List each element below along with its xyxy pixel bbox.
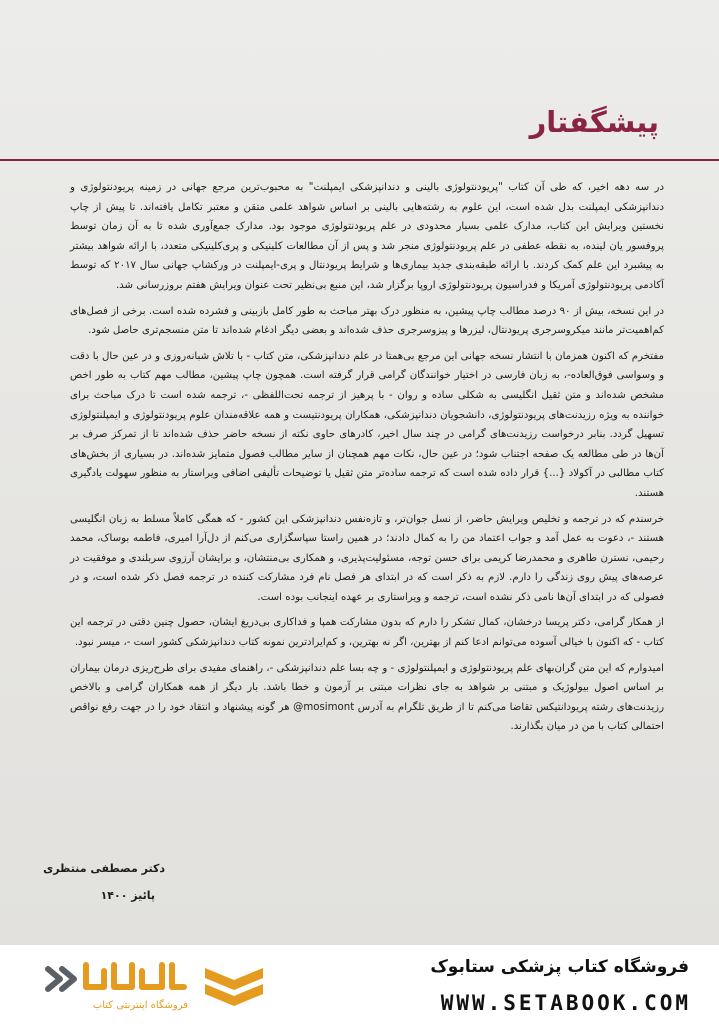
- author-signature: دکتر مصطفی منتظری: [43, 862, 165, 875]
- paragraph-5: از همکار گرامی، دکتر پریسا درخشان، کمال تشکر را دارم که بدون مشارکت همپا و فداکاری بی‌دریغ ایشان، حصول چنین دقتی در ترجمه این کتاب - که اکنون با خیالی آسوده می‌توانم ادعا کنم از بهترین، اگر نه بهترین، و کم‌ایرادترین نمونه کتاب دندانپزشکی کشور است -، میسر نبود.: [70, 617, 664, 649]
- preface-body: [70, 178, 664, 743]
- paragraph-1: در سه دهه اخیر، که طی آن کتاب "پریودنتولوژی بالینی و دندانپزشکی ایمپلنت" به محبوب‌ترین مرجع جهانی در زمینه پریودنتولوژی و دندانپزشکی ایمپلنت بدل شده است، این علوم به رشته‌هایی بالینی بر اساس شواهد علمی متقن و معتبر تکامل یافته‌اند. تا پیش از چاپ نخستین ویرایش این کتاب، مدارک علمی بسیار محدودی در علم پریودنتولوژی موجود بود. مدارک جمع‌آوری شده تا به آن زمان توسط پروفسور یان لینده، به نقطه عطفی در علم پریودنتولوژی منجر شد و پس از آن مطالعات کلینیکی و پری‌کلینیکی متعدد، با ارائه شواهد بیشتر به پیشبرد این علم کمک کردند. با ارائه طبقه‌بندی جدید بیماری‌ها و شرایط پریودنتال و پری-ایمپلنت در ورکشاپ جهانی سال ۲۰۱۷ که توسط آکادمی پریودنتولوژی آمریکا و فدراسیون پریودنتولوژی اروپا برگزار شد، این منبع بی‌نظیر تحت عنوان ویرایش هفتم بروزرسانی شد.: [70, 182, 664, 291]
- paragraph-3: مفتخرم که اکنون همزمان با انتشار نسخه جهانی این مرجع بی‌همتا در علم دندانپزشکی، متن کتاب - با تلاش شبانه‌روزی و در عین حال با دقت و وسواسی فوق‌العاده-، به زبان فارسی در اختیار خوانندگان گرامی قرار گرفته است. همچون چاپ پیشین، مطالب مهم کتاب به طور اخص مشخص شده‌اند و متن ثقیل انگلیسی به شکلی ساده و روان - با پرهیز از ترجمه تحت‌اللفظی -، ترجمه شده است تا درک مباحث برای خواننده به ویژه رزیدنت‌های پریودنتولوژی، دانشجویان دندانپزشکی، همکاران پریودنتیست و همه علاقه‌مندان علوم پریودنتولوژی و ایمپلنتولوژی تسهیل گردد. بنابر درخواست رزیدنت‌های گرامی در چند سال اخیر، کادرهای حاوی نکته از نسخه حاضر حذف شده‌اند تا از تمرکز صرف بر آن‌ها در طی مطالعه یک صفحه اجتناب شود؛ در عین حال، نکات مهم همچنان از سایر مطالب فصول متمایز شده‌اند. در بسیاری از بخش‌های کتاب مطالبی در آکولاد {...} قرار داده شده است که ترجمه ساده‌تر متن ثقیل یا توضیحات تألیفی اضافی ویراستار به منظور سهولت یادگیری هستند.: [70, 350, 664, 499]
- store-name: فروشگاه کتاب پزشکی ستابوک: [430, 957, 689, 977]
- paragraph-2: در این نسخه، بیش از ۹۰ درصد مطالب چاپ پیشین، به منظور درک بهتر مباحث به طور کامل بازبینی و فشرده شده است. برخی از فصل‌های کم‌اهمیت‌تر مانند میکروسرجری پریودنتال، لیزرها و پیزوسرجری حذف شده‌اند و بعضی دیگر ادغام شده‌اند تا متن منسجم‌تری حاصل شود.: [70, 305, 664, 337]
- paragraph-6: امیدوارم که این متن گران‌بهای علم پریودنتولوژی و ایمپلنتولوژی - و چه بسا علم دندانپزشکی -، راهنمای مفیدی برای طرح‌ریزی درمان بیماران بر اساس اصول بیولوژیک و مبتنی بر شواهد به جای نظرات مبتنی بر آزمون و خطا باشد. بار دیگر از همه همکاران گرامی و بالاخص رزیدنت‌های رشته پریودانتیکس تقاضا می‌کنم تا از طریق تلگرام به آدرس mosimont@ هر گونه پیشنهاد و انتقاد خود را در جهت رفع نواقص احتمالی کتاب با من در میان بگذارند.: [70, 662, 664, 733]
- paragraph-4: خرسندم که در ترجمه و تخلیص ویرایش حاضر، از نسل جوان‌تر، و تازه‌نفس دندانپزشکی این کشور - که همگی کاملاً مسلط به زبان انگلیسی هستند -، دعوت به عمل آمد و جواب اعتماد من را به کمال دادند؛ در همین راستا سپاسگزاری می‌کنم از دل‌آرا امیری، فاطمه بوساک، محمد رحیمی، نسترن طاهری و محمدرضا کریمی برای حسن توجه، مسئولیت‌پذیری، و همکاری بی‌منتشان، و برایشان آرزوی سربلندی و موفقیت در عرصه‌های پیش روی زندگی را دارم. لازم به ذکر است که در ابتدای هر فصل نام فرد مشارکت کننده در ترجمه فصل ذکر شده است، و در فصولی که در ابتدای آن‌ها نامی ذکر نشده است، ترجمه و ویراستاری بر عهده اینجانب بوده است.: [70, 513, 664, 603]
- title-divider: [0, 159, 719, 161]
- page-title: پیشگفتار: [529, 105, 659, 139]
- logo-subtitle: فروشگاه اینترنتی کتاب: [92, 1000, 188, 1011]
- signature-date: پائیز ۱۴۰۰: [100, 889, 155, 902]
- stacked-chevrons-icon: [203, 964, 265, 1010]
- setabook-logo-wordmark: [40, 957, 190, 997]
- store-url-link[interactable]: WWW.SETABOOK.COM: [440, 991, 691, 1015]
